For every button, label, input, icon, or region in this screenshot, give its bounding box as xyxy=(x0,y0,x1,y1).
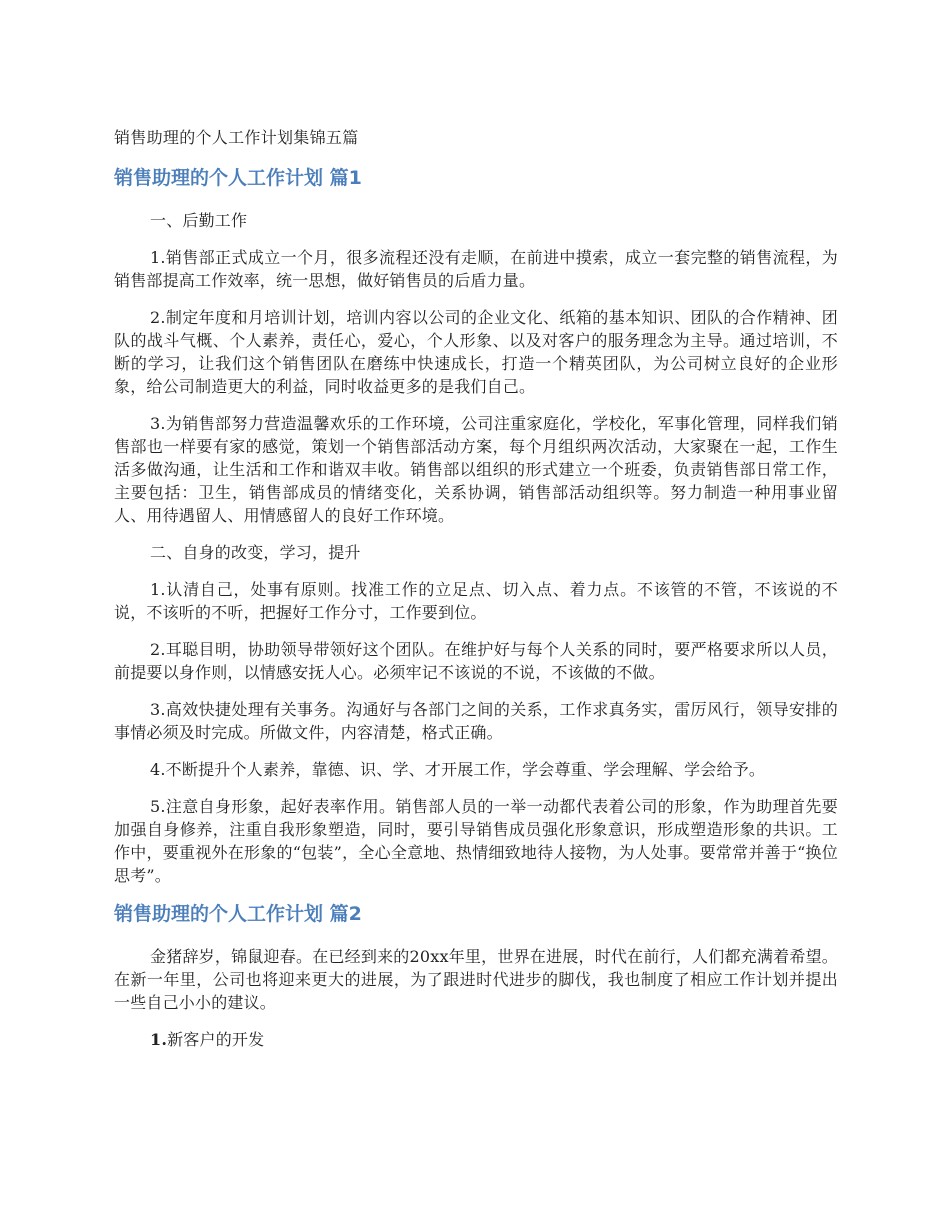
paragraph: 2.耳聪目明，协助领导带领好这个团队。在维护好与每个人关系的同时，要严格要求所以人员，前提要以身作则，以情感安抚人心。必须牢记不该说的不说，不该做的不做。 xyxy=(114,640,838,682)
paragraph: 4.不断提升个人素养，靠德、识、学、才开展工作，学会尊重、学会理解、学会给予。 xyxy=(150,760,766,779)
document-title: 销售助理的个人工作计划集锦五篇 xyxy=(114,128,359,147)
section-heading-1: 销售助理的个人工作计划 篇1 xyxy=(114,167,362,189)
subheading-number: 1. xyxy=(150,1030,168,1049)
subheading-new-clients xyxy=(114,1028,838,1051)
document-page xyxy=(114,127,838,1067)
paragraph: 二、自身的改变，学习，提升 xyxy=(150,543,361,562)
paragraph: 金猪辞岁，锦鼠迎春。在已经到来的20xx年里，世界在进展，时代在前行，人们都充满着希望。在新一年里，公司也将迎来更大的进展，为了跟进时代进步的脚伐，我也制度了相应工作计划并提出一些自己小小的建议。 xyxy=(114,947,838,1012)
paragraph: 一、后勤工作 xyxy=(150,211,248,230)
subheading-text: 新客户的开发 xyxy=(167,1030,265,1049)
paragraph: 2.制定年度和月培训计划，培训内容以公司的企业文化、纸箱的基本知识、团队的合作精神、团队的战斗气概、个人素养，责任心，爱心，个人形象、以及对客户的服务理念为主导。通过培训，不断的学习，让我们这个销售团队在磨练中快速成长，打造一个精英团队，为公司树立良好的企业形象，给公司制造更大的利益，同时收益更多的是我们自己。 xyxy=(114,308,838,396)
paragraph: 5.注意自身形象，起好表率作用。销售部人员的一举一动都代表着公司的形象，作为助理首先要加强自身修养，注重自我形象塑造，同时，要引导销售成员强化形象意识，形成塑造形象的共识。工作中，要重视外在形象的“包装”，全心全意地、热情细致地待人接物，为人处事。要常常并善于“换位思考”。 xyxy=(114,797,838,885)
paragraph: 1.销售部正式成立一个月，很多流程还没有走顺，在前进中摸索，成立一套完整的销售流程，为销售部提高工作效率，统一思想，做好销售员的后盾力量。 xyxy=(114,248,838,290)
section-heading-2: 销售助理的个人工作计划 篇2 xyxy=(114,903,362,925)
paragraph: 1.认清自己，处事有原则。找准工作的立足点、切入点、着力点。不该管的不管，不该说的不说，不该听的不听，把握好工作分寸，工作要到位。 xyxy=(114,580,838,622)
paragraph: 3.为销售部努力营造温馨欢乐的工作环境，公司注重家庭化，学校化，军事化管理，同样我们销售部也一样要有家的感觉，策划一个销售部活动方案，每个月组织两次活动，大家聚在一起，工作生活多做沟通，让生活和工作和谐双丰收。销售部以组织的形式建立一个班委，负责销售部日常工作，主要包括：卫生，销售部成员的情绪变化，关系协调，销售部活动组织等。努力制造一种用事业留人、用待遇留人、用情感留人的良好工作环境。 xyxy=(114,414,838,525)
paragraph: 3.高效快捷处理有关事务。沟通好与各部门之间的关系，工作求真务实，雷厉风行，领导安排的事情必须及时完成。所做文件，内容清楚，格式正确。 xyxy=(114,700,838,742)
